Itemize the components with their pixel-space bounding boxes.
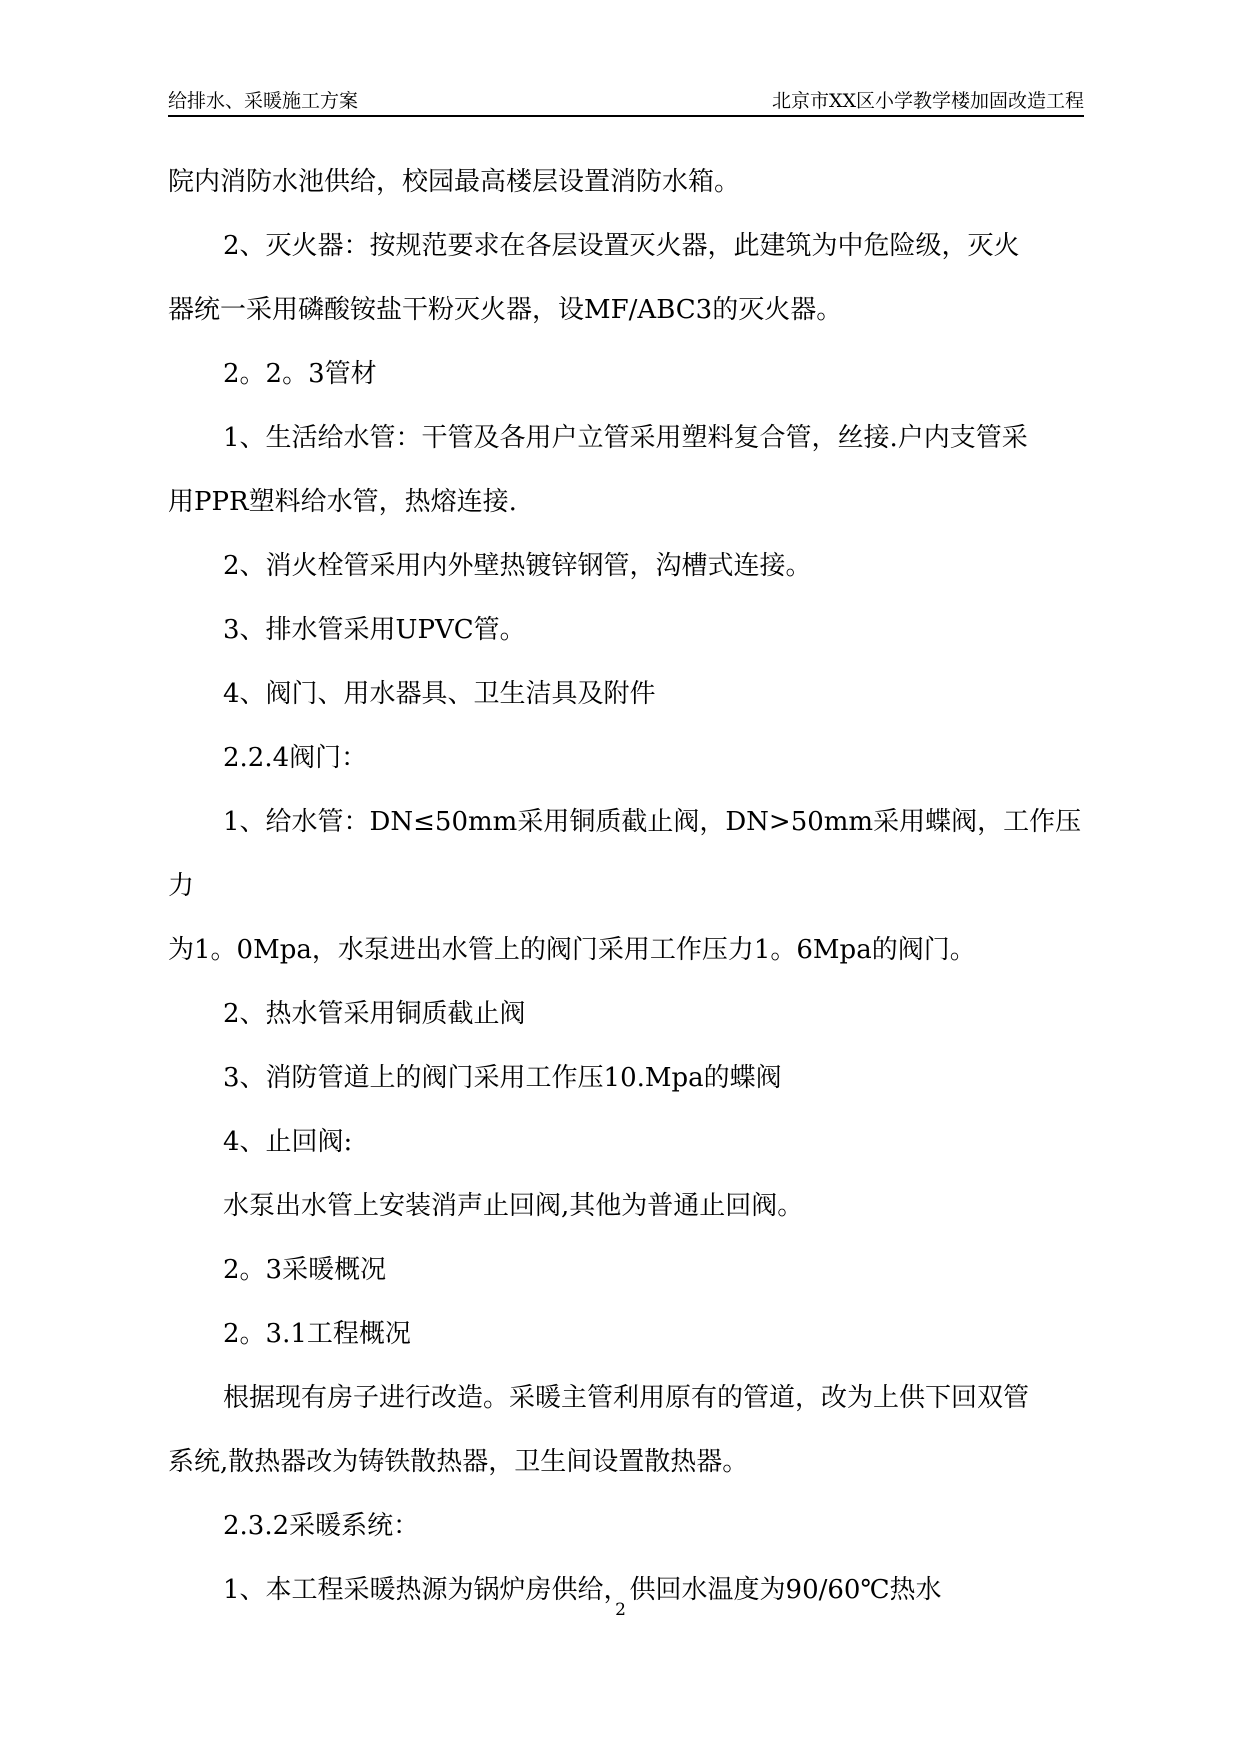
body-line-19: 根据现有房子进行改造。采暖主管利用原有的管道，改为上供下回双管 <box>223 1383 1030 1413</box>
section-heading-2-3-2: 2.3.2采暖系统： <box>223 1511 420 1541</box>
section-heading-2-3-1: 2。3.1工程概况 <box>223 1319 411 1349</box>
header-project-name: 北京市XX区小学教学楼加固改造工程 <box>771 90 1084 112</box>
body-line-12: 为1。0Mpa，水泵进出水管上的阀门采用工作压力1。6Mpa的阀门。 <box>168 935 976 965</box>
section-heading-2-2-3: 2。2。3管材 <box>223 359 377 389</box>
body-line-22: 1、本工程采暖热源为锅炉房供给，供回水温度为90/60℃热水 <box>223 1575 942 1605</box>
body-line-9: 4、阀门、用水器具、卫生洁具及附件 <box>223 679 656 709</box>
body-line-2: 2、灭火器：按规范要求在各层设置灭火器，此建筑为中危险级，灭火 <box>223 231 1020 261</box>
section-heading-2-3: 2。3采暖概况 <box>223 1255 387 1285</box>
document-body <box>168 150 1084 1622</box>
page-header <box>168 86 1084 116</box>
body-line-15: 4、止回阀: <box>223 1127 353 1157</box>
body-line-14: 3、消防管道上的阀门采用工作压10.Mpa的蝶阀 <box>223 1063 782 1093</box>
body-line-11: 1、给水管：DN≤50mm采用铜质截止阀，DN>50mm采用蝶阀，工作压力 <box>168 807 1082 901</box>
section-heading-2-2-4: 2.2.4阀门： <box>223 743 368 773</box>
body-line-5: 1、生活给水管：干管及各用户立管采用塑料复合管，丝接.户内支管采 <box>223 423 1028 453</box>
header-document-title: 给排水、采暖施工方案 <box>168 90 359 112</box>
page-number: 2 <box>615 1600 626 1620</box>
body-line-8: 3、排水管采用UPVC管。 <box>223 615 526 645</box>
header-divider <box>168 115 1084 117</box>
body-line-16: 水泵出水管上安装消声止回阀,其他为普通止回阀。 <box>223 1191 804 1221</box>
body-line-20: 系统,散热器改为铸铁散热器，卫生间设置散热器。 <box>168 1447 749 1477</box>
body-line-3: 器统一采用磷酸铵盐干粉灭火器，设MF/ABC3的灭火器。 <box>168 295 843 325</box>
body-line-7: 2、消火栓管采用内外壁热镀锌钢管，沟槽式连接。 <box>223 551 812 581</box>
body-line-13: 2、热水管采用铜质截止阀 <box>223 999 526 1029</box>
body-line-6: 用PPR塑料给水管，热熔连接. <box>168 487 517 517</box>
body-line-1: 院内消防水池供给，校园最高楼层设置消防水箱。 <box>168 167 741 197</box>
